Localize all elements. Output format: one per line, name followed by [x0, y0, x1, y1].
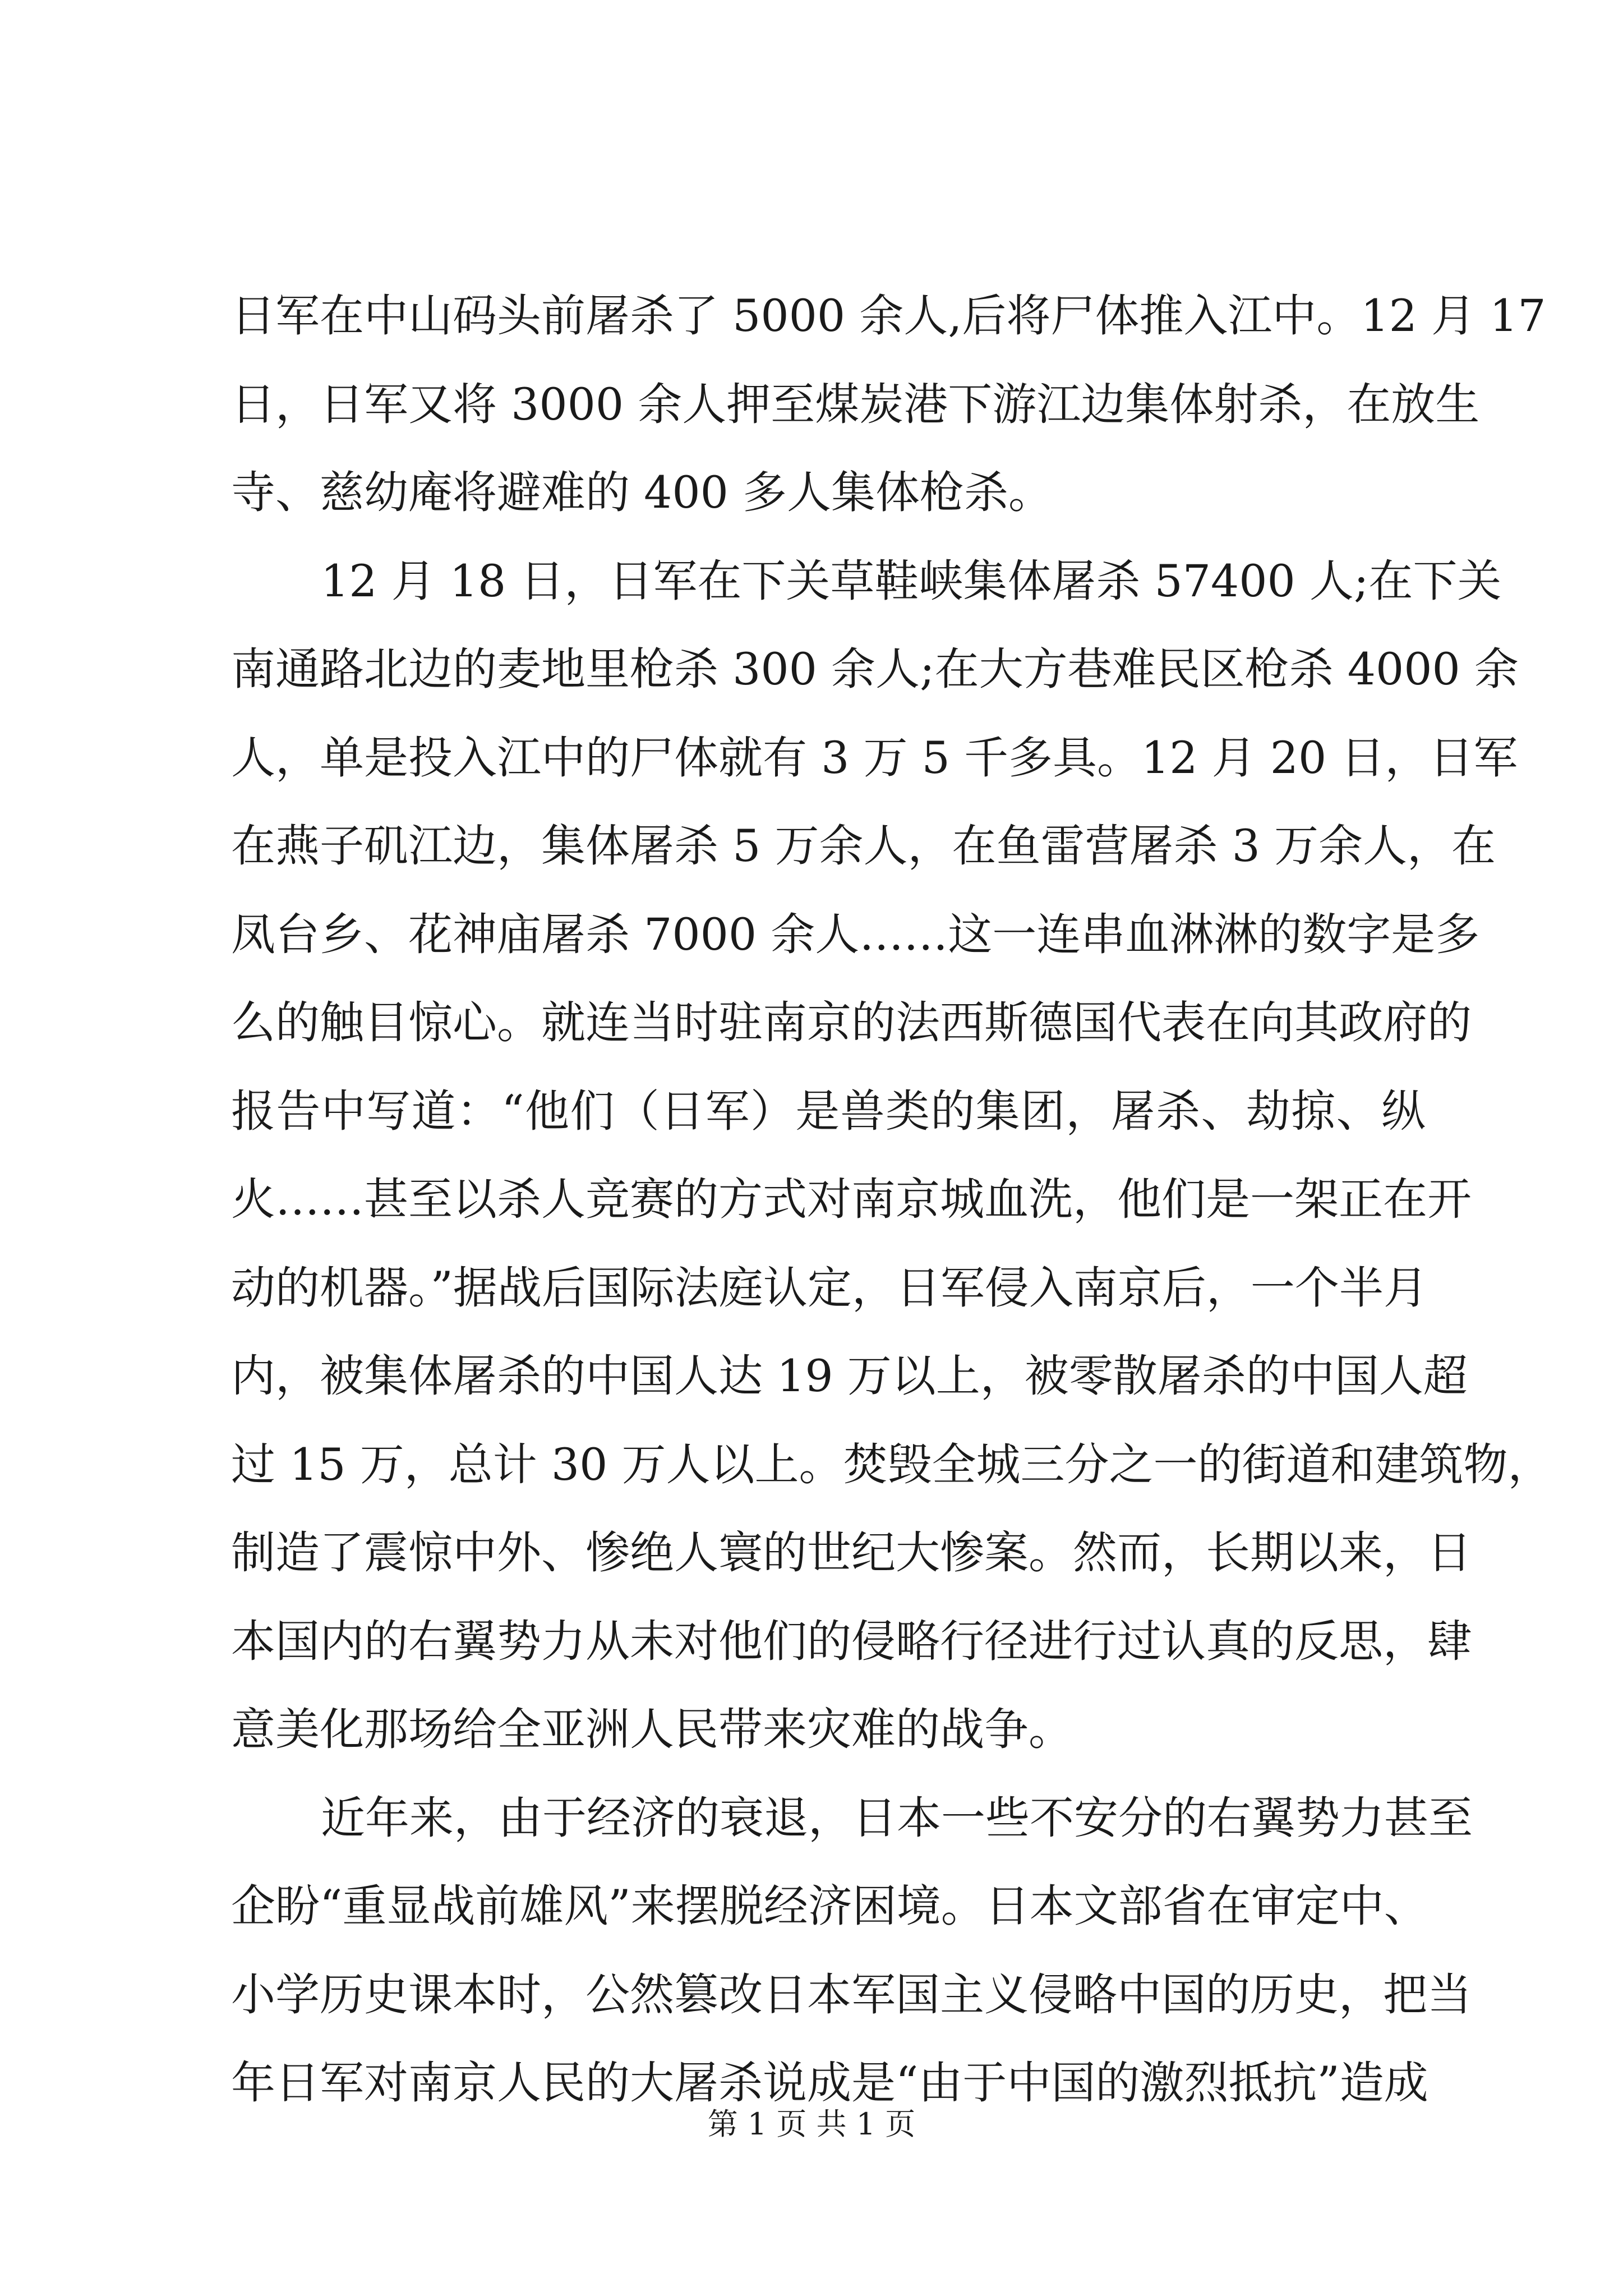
text-line: 内，被集体屠杀的中国人达 19 万以上，被零散屠杀的中国人超	[231, 1350, 1468, 1402]
page-footer: 第 1 页 共 1 页	[707, 2106, 916, 2142]
text-line: 企盼“重显战前雄风”来摆脱经济困境。日本文部省在审定中、	[231, 1880, 1428, 1932]
text-line: 么的触目惊心。就连当时驻南京的法西斯德国代表在向其政府的	[231, 997, 1472, 1048]
text-line: 本国内的右翼势力从未对他们的侵略行径进行过认真的反思，肆	[231, 1615, 1472, 1667]
text-line: 寺、慈幼庵将避难的 400 多人集体枪杀。	[231, 467, 1053, 518]
text-line: 意美化那场给全亚洲人民带来灾难的战争。	[231, 1704, 1073, 1755]
text-line: 日，日军又将 3000 余人押至煤炭港下游江边集体射杀，在放生	[231, 378, 1480, 430]
text-line: 近年来，由于经济的衰退，日本一些不安分的右翼势力甚至	[321, 1792, 1473, 1844]
text-line: 凤台乡、花神庙屠杀 7000 余人……这一连串血淋淋的数字是多	[231, 908, 1480, 960]
paragraph-1	[231, 272, 1546, 537]
text-line: 动的机器。”据战后国际法庭认定，日军侵入南京后，一个半月	[231, 1262, 1428, 1314]
text-line: 12 月 18 日，日军在下关草鞋峡集体屠杀 57400 人;在下关	[321, 555, 1502, 607]
paragraph-2	[231, 537, 1552, 1774]
text-line: 报告中写道：“他们（日军）是兽类的集团，屠杀、劫掠、纵	[231, 1085, 1426, 1137]
text-line: 日军在中山码头前屠杀了 5000 余人,后将尸体推入江中。12 月 17	[231, 290, 1546, 342]
body-text	[231, 272, 1552, 2128]
text-line: 过 15 万，总计 30 万人以上。焚毁全城三分之一的街道和建筑物，	[231, 1438, 1552, 1490]
paragraph-3	[231, 1774, 1473, 2128]
text-line: 制造了震惊中外、惨绝人寰的世纪大惨案。然而，长期以来，日	[231, 1527, 1472, 1579]
text-line: 在燕子矶江边，集体屠杀 5 万余人，在鱼雷营屠杀 3 万余人，在	[231, 820, 1496, 872]
text-line: 年日军对南京人民的大屠杀说成是“由于中国的激烈抵抗”造成	[231, 2057, 1428, 2109]
text-line: 南通路北边的麦地里枪杀 300 余人;在大方巷难民区枪杀 4000 余	[231, 643, 1519, 695]
text-line: 人，单是投入江中的尸体就有 3 万 5 千多具。12 月 20 日，日军	[231, 731, 1518, 784]
text-line: 火……甚至以杀人竞赛的方式对南京城血洗，他们是一架正在开	[231, 1174, 1472, 1225]
text-line: 小学历史课本时，公然篡改日本军国主义侵略中国的历史，把当	[231, 1968, 1472, 2021]
